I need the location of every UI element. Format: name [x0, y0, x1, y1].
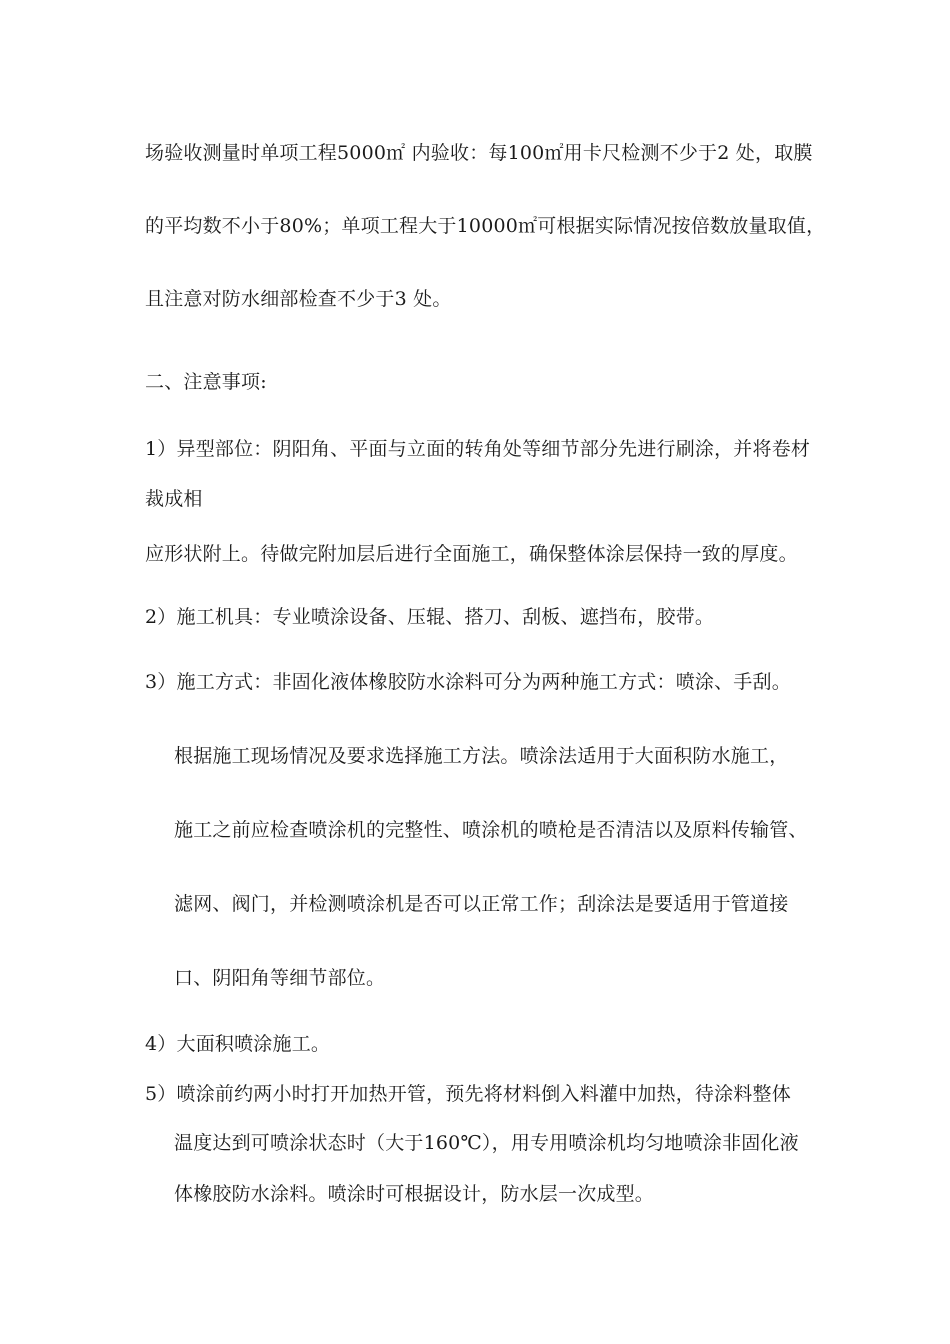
paragraph-line: 场验收测量时单项工程5000㎡ 内验收：每100㎡用卡尺检测不少于2 处，取膜 [145, 142, 813, 164]
list-item-line: 口、阴阳角等细节部位。 [174, 967, 386, 989]
paragraph-line: 的平均数不小于80%；单项工程大于10000㎡可根据实际情况按倍数放量取值， [145, 215, 826, 237]
list-item-line: 裁成相 [145, 488, 203, 510]
paragraph-line: 且注意对防水细部检查不少于3 处。 [145, 288, 452, 310]
list-item-line: 1）异型部位：阴阳角、平面与立面的转角处等细节部分先进行刷涂，并将卷材 [145, 438, 811, 460]
list-item-line: 施工之前应检查喷涂机的完整性、喷涂机的喷枪是否清洁以及原料传输管、 [174, 819, 808, 841]
list-item-line: 温度达到可喷涂状态时（大于160℃），用专用喷涂机均匀地喷涂非固化液 [174, 1132, 799, 1154]
section-heading: 二、注意事项: [145, 371, 267, 393]
list-item-line: 滤网、阀门，并检测喷涂机是否可以正常工作；刮涂法是要适用于管道接 [174, 893, 789, 915]
list-item-line: 2）施工机具：专业喷涂设备、压辊、搭刀、刮板、遮挡布，胶带。 [145, 606, 715, 628]
list-item-line: 应形状附上。待做完附加层后进行全面施工，确保整体涂层保持一致的厚度。 [145, 543, 798, 565]
list-item-line: 体橡胶防水涂料。喷涂时可根据设计，防水层一次成型。 [174, 1183, 655, 1205]
list-item-line: 5）喷涂前约两小时打开加热开管，预先将材料倒入料灌中加热，待涂料整体 [145, 1083, 791, 1105]
list-item-line: 4）大面积喷涂施工。 [145, 1033, 331, 1055]
list-item-line: 3）施工方式：非固化液体橡胶防水涂料可分为两种施工方式：喷涂、手刮。 [145, 671, 791, 693]
list-item-line: 根据施工现场情况及要求选择施工方法。喷涂法适用于大面积防水施工， [174, 745, 789, 767]
